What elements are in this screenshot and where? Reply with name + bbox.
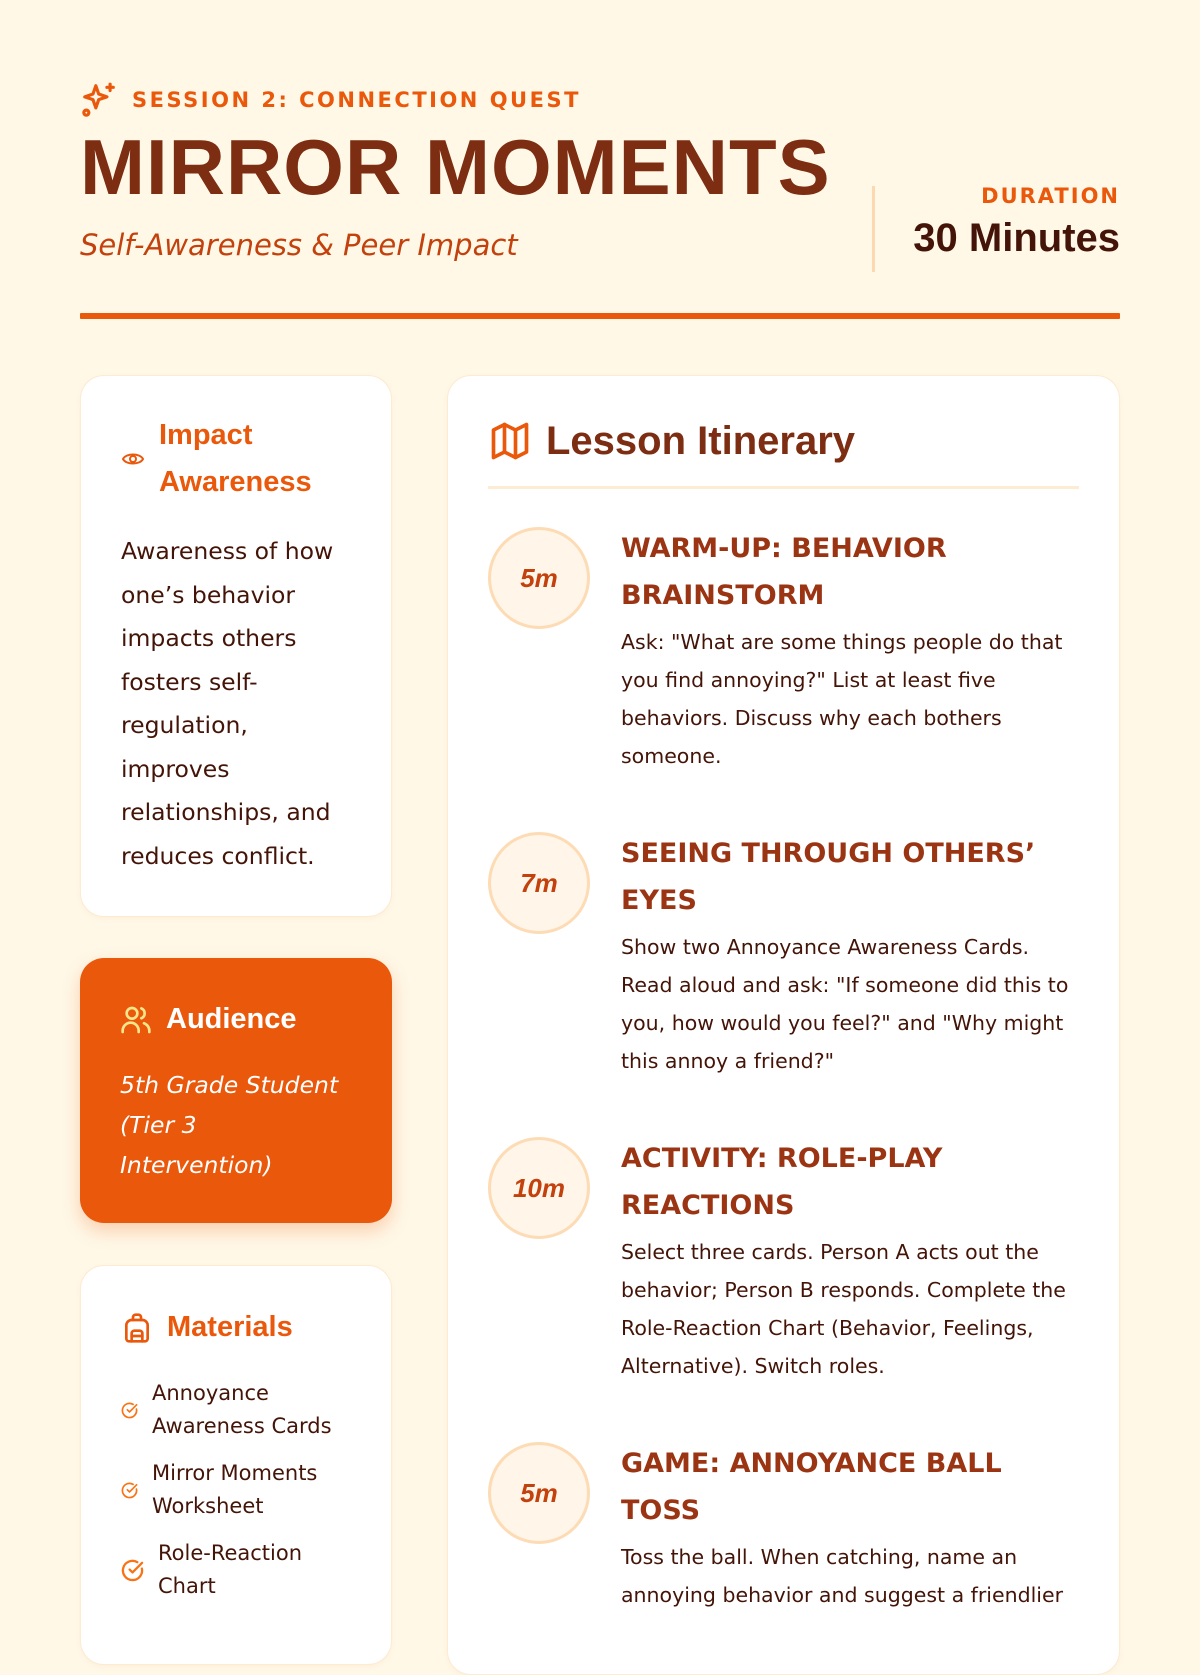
impact-title: Impact Awareness [159,419,312,498]
header-rule [80,313,1120,319]
session-tag [80,80,1120,120]
duration-block [913,184,1120,261]
time-badge: 10m [488,1137,590,1239]
itinerary-title: Lesson Itinerary [546,418,856,463]
session-label: SESSION 2: CONNECTION QUEST [132,88,581,112]
time-badge: 5m [488,1442,590,1544]
list-item [121,1457,351,1523]
step-title: GAME: ANNOYANCE BALL TOSS [621,1448,1002,1526]
page-header [80,80,1120,262]
audience-description: 5th Grade Student (Tier 3 Intervention) [120,1071,339,1179]
step-title: WARM-UP: BEHAVIOR BRAINSTORM [621,533,947,611]
map-icon [488,419,532,463]
check-circle-icon [121,1482,138,1499]
time-badge: 5m [488,527,590,629]
step-description: Toss the ball. When catching, name an annoying behavior and suggest a friendlier [621,1545,1064,1607]
impact-card [80,375,392,917]
check-circle-icon [121,1559,144,1582]
impact-description: Awareness of how one’s behavior impacts others fosters self-regulation, improves relationships, and reduces conflict. [121,537,334,870]
step-title: SEEING THROUGH OTHERS’ EYES [621,838,1036,916]
materials-title: Materials [167,1311,293,1343]
material-label: Role-Reaction Chart [158,1541,303,1598]
eye-icon [121,447,145,471]
materials-list [121,1377,351,1603]
time-badge: 7m [488,832,590,934]
step-title: ACTIVITY: ROLE-PLAY REACTIONS [621,1143,943,1221]
header-divider [872,186,875,272]
step-description: Ask: "What are some things people do that you find annoying?" List at least five behaviors. Discuss why each bothers someone. [621,630,1063,768]
material-label: Mirror Moments Worksheet [152,1461,318,1518]
duration-label: DURATION [981,184,1120,208]
list-item [121,1537,351,1603]
sparkles-icon [80,81,118,119]
list-item [121,1377,351,1443]
users-icon [120,1004,152,1036]
check-circle-icon [121,1402,138,1419]
page-subtitle: Self-Awareness & Peer Impact [80,228,518,262]
page-title: MIRROR MOMENTS [80,123,831,211]
audience-title: Audience [166,1003,297,1035]
step-description: Show two Annoyance Awareness Cards. Read aloud and ask: "If someone did this to you, how would you feel?" and "Why might this annoy a friend?" [621,935,1069,1073]
backpack-icon [121,1312,153,1344]
itinerary-rule [488,486,1079,489]
itinerary-card [447,375,1120,1675]
duration-value: 30 Minutes [913,216,1120,260]
audience-card [80,958,392,1223]
materials-card [80,1265,392,1665]
material-label: Annoyance Awareness Cards [152,1381,332,1438]
step-description: Select three cards. Person A acts out the behavior; Person B responds. Complete the Role-Reaction Chart (Behavior, Feelings, Alternative). Switch roles. [621,1240,1066,1378]
